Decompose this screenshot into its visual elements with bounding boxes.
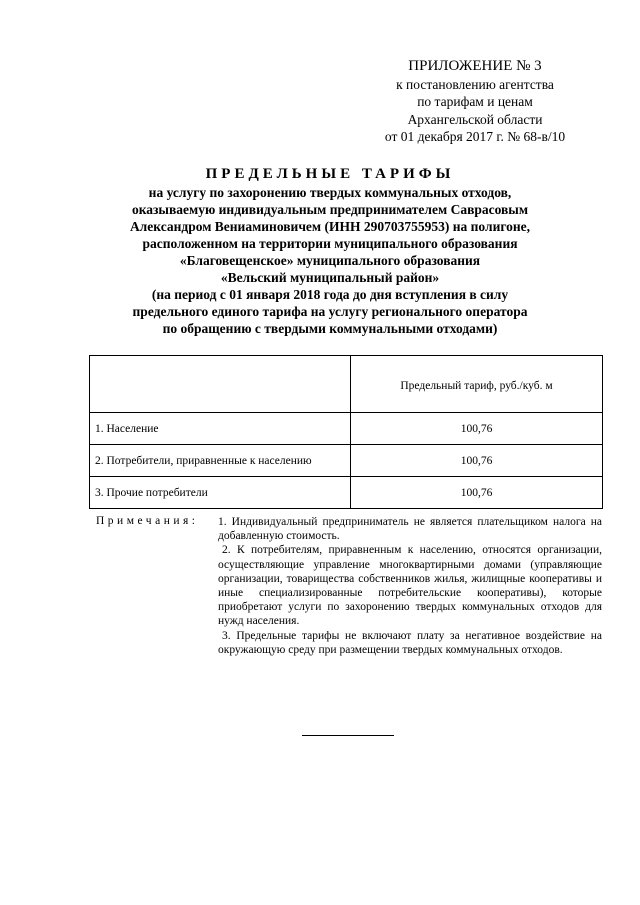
title-line: (на период с 01 января 2018 года до дня вступления в силу (151, 287, 509, 302)
appendix-number: ПРИЛОЖЕНИЕ № 3 (408, 58, 542, 74)
appendix-line-2: к постановлению агентства (396, 76, 554, 92)
note-item: 3. Предельные тарифы не включают плату за негативное воздействие на окружающую среду при размещении твердых коммунальных отходов. (218, 629, 602, 656)
appendix-line-3: по тарифам и ценам (417, 94, 533, 109)
title-line: предельного единого тарифа на услугу регионального оператора (132, 304, 528, 319)
title-line: оказываемую индивидуальным предпринимателем Саврасовым (131, 202, 529, 217)
note-item: 1. Индивидуальный предприниматель не является плательщиком налога на добавленную стоимость. (218, 516, 602, 543)
appendix-line-4: Архангельской области (407, 111, 543, 127)
title-heading: ПРЕДЕЛЬНЫЕ ТАРИФЫ (205, 166, 455, 182)
closing-rule (302, 735, 394, 736)
row-value: 100,76 (351, 477, 603, 509)
row-value: 100,76 (351, 413, 603, 445)
title-line: Александром Вениаминовичем (ИНН 290703755953) на полигоне, (129, 219, 531, 234)
title-line: «Вельский муниципальный район» (220, 270, 440, 285)
table-row (90, 413, 603, 445)
row-value: 100,76 (351, 445, 603, 477)
title-line: на услугу по захоронению твердых коммунальных отходов, (148, 185, 512, 200)
row-category: 1. Население (90, 413, 351, 445)
appendix-header (340, 58, 610, 146)
row-category: 3. Прочие потребители (90, 477, 351, 509)
notes-label: Примечания: (96, 515, 199, 527)
title-line: «Благовещенское» муниципального образования (179, 253, 481, 268)
row-category: 2. Потребители, приравненные к населению (90, 445, 351, 477)
tariffs-table (89, 355, 603, 509)
title-line: расположенном на территории муниципального образования (142, 236, 518, 251)
header-cell-category (90, 356, 351, 413)
notes-body (218, 515, 602, 657)
table-row (90, 445, 603, 477)
appendix-line-5: от 01 декабря 2017 г. № 68-в/10 (384, 129, 566, 144)
title-line: по обращению с твердыми коммунальными отходами) (162, 321, 498, 336)
table-header-row (90, 356, 603, 413)
document-title (100, 166, 560, 337)
note-item: 2. К потребителям, приравненным к населению, относятся организации, осуществляющие управление многоквартирными домами (управляющие организации, товарищества собственников жилья, жилищные кооперативы и иные специализированные потребительские кооперативы), которые приобретают услуги по захоронению твердых коммунальных отходов для нужд населения. (218, 544, 602, 628)
table-row (90, 477, 603, 509)
header-cell-tariff: Предельный тариф, руб./куб. м (351, 356, 603, 413)
